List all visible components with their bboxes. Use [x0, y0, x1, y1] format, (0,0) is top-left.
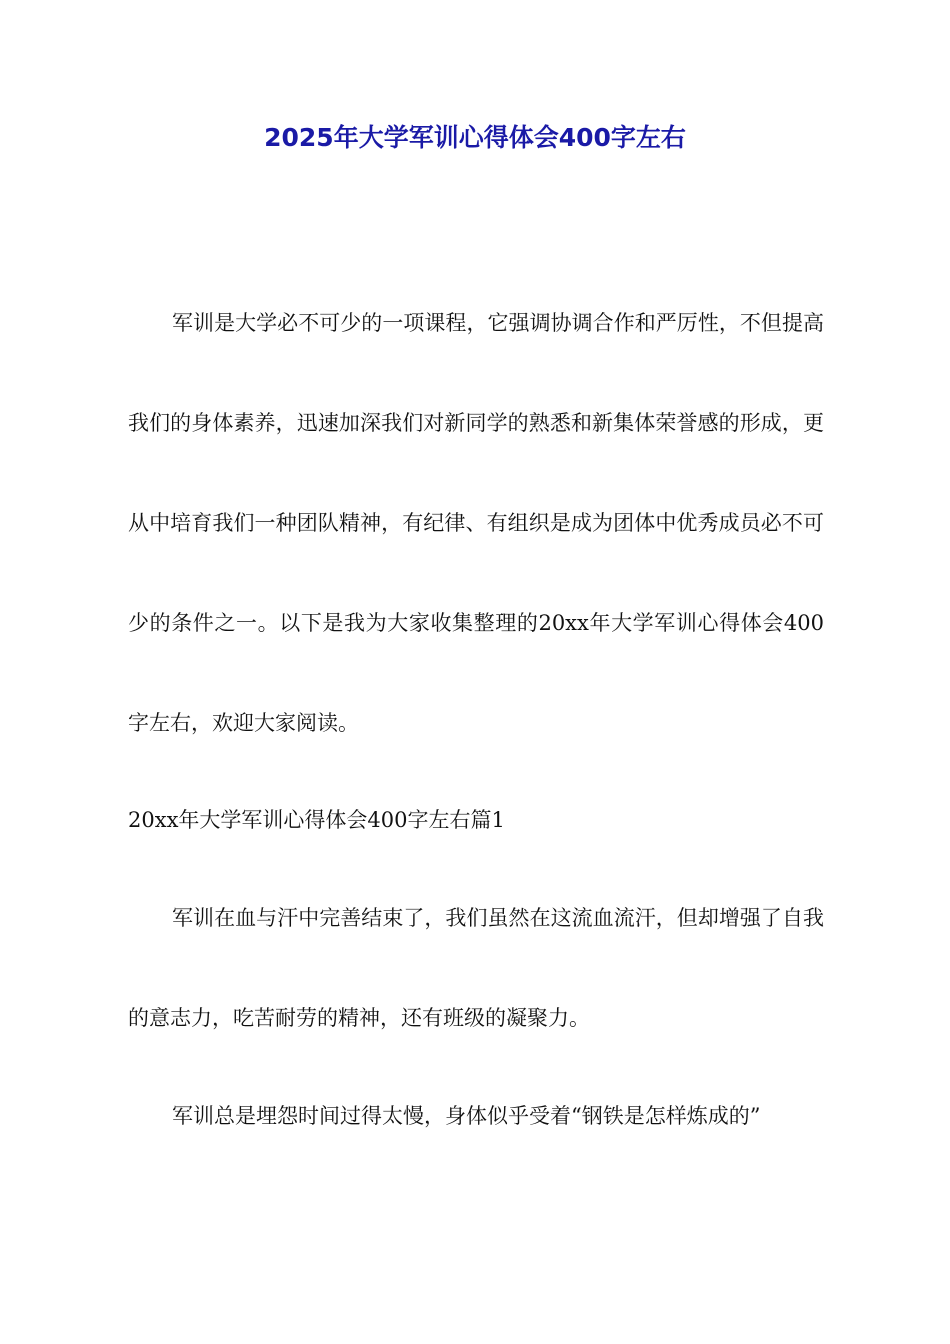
body-paragraph-1: 军训在血与汗中完善结束了，我们虽然在这流血流汗，但却增强了自我的意志力，吃苦耐劳的精神，还有班级的凝聚力。	[128, 906, 824, 1030]
section-heading: 20xx年大学军训心得体会400字左右篇1	[128, 808, 505, 832]
intro-paragraph: 军训是大学必不可少的一项课程，它强调协调合作和严厉性，不但提高我们的身体素养，迅速加深我们对新同学的熟悉和新集体荣誉感的形成，更从中培育我们一种团队精神，有纪律、有组织是成为团体中优秀成员必不可少的条件之一。以下是我为大家收集整理的20xx年大学军训心得体会400字左右，欢迎大家阅读。	[128, 311, 824, 735]
document-title: 2025年大学军训心得体会400字左右	[264, 123, 686, 152]
body-paragraph-2: 军训总是埋怨时间过得太慢，身体似乎受着“钢铁是怎样炼成的”	[172, 1104, 761, 1128]
